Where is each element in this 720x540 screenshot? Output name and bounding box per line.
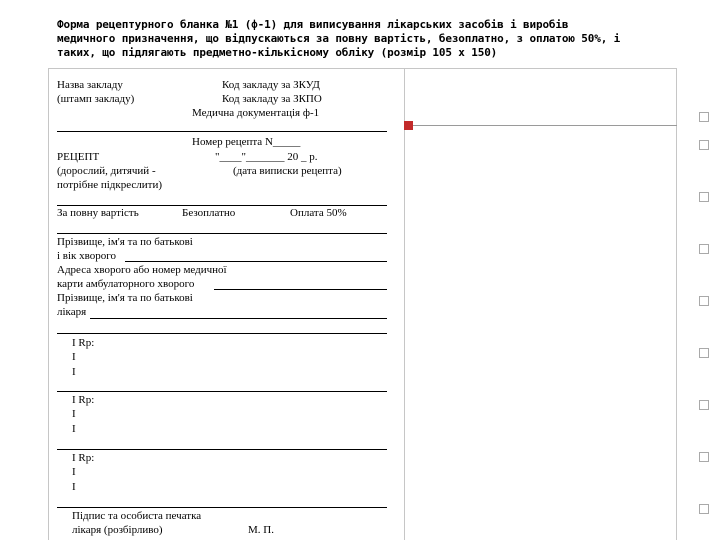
slide-bullet-square: [699, 400, 709, 410]
slide-bullet-square: [699, 348, 709, 358]
date-note-label: (дата виписки рецепта): [233, 165, 342, 177]
zkud-label: Код закладу за ЗКУД: [222, 79, 320, 91]
doctor-line: [90, 318, 387, 319]
rx-line: I: [72, 351, 76, 363]
slide-bullet-square: [699, 140, 709, 150]
doctor-label: лікаря: [57, 306, 87, 318]
divider-line: [57, 391, 387, 392]
payment-50-option: Оплата 50%: [290, 207, 347, 219]
patient-address-label: Адреса хворого або номер медичної: [57, 264, 227, 276]
underline-note-label: потрібне підкреслити): [57, 179, 163, 191]
heading-line: таких, що підлягають предметно-кількісному обліку (розмір 105 х 150): [57, 46, 498, 59]
divider-line: [57, 449, 387, 450]
rx-label: I Rp:: [72, 452, 95, 464]
rx-line: I: [72, 408, 76, 420]
free-option: Безоплатно: [182, 207, 236, 219]
rx-line: I: [72, 466, 76, 478]
stamp-label: (штамп закладу): [57, 93, 135, 105]
patient-age-label: і вік хворого: [57, 250, 117, 262]
divider-line: [57, 131, 387, 132]
patient-card-line: [214, 289, 387, 290]
institution-name-label: Назва закладу: [57, 79, 123, 91]
divider-line: [57, 233, 387, 234]
red-marker: [404, 121, 413, 130]
patient-age-line: [125, 261, 387, 262]
doctor-name-label: Прізвище, ім'я та по батькові: [57, 292, 193, 304]
signature-label: Підпис та особиста печатка: [72, 510, 202, 522]
slide-rule: [413, 125, 677, 126]
recipe-date-field: "____"_______ 20 _ р.: [215, 151, 318, 163]
heading-line: Форма рецептурного бланка №1 (ф-1) для виписування лікарських засобів і виробів: [57, 18, 569, 31]
full-cost-option: За повну вартість: [57, 207, 139, 219]
divider-line: [57, 333, 387, 334]
rx-label: I Rp:: [72, 337, 95, 349]
slide-bullet-square: [699, 504, 709, 514]
slide-bullet-square: [699, 244, 709, 254]
recipe-number-label: Номер рецепта N_____: [192, 136, 301, 148]
rx-line: I: [72, 366, 76, 378]
patient-name-label: Прізвище, ім'я та по батькові: [57, 236, 193, 248]
recipe-type-label: (дорослий, дитячий -: [57, 165, 156, 177]
heading-line: медичного призначення, що відпускаються за повну вартість, безоплатно, з оплатою 50%, і: [57, 32, 621, 45]
divider-line: [57, 205, 387, 206]
rx-label: I Rp:: [72, 394, 95, 406]
slide-divider: [404, 68, 405, 540]
stamp-place-label: М. П.: [248, 524, 274, 536]
patient-card-label: карти амбулаторного хворого: [57, 278, 195, 290]
slide-bullet-square: [699, 296, 709, 306]
recipe-title: РЕЦЕПТ: [57, 151, 100, 163]
divider-line: [57, 507, 387, 508]
slide-bullet-square: [699, 112, 709, 122]
medical-doc-label: Медична документація ф-1: [192, 107, 320, 119]
rx-line: I: [72, 423, 76, 435]
slide-bullet-square: [699, 452, 709, 462]
signature-label-2: лікаря (розбірливо): [72, 524, 163, 536]
rx-line: I: [72, 481, 76, 493]
slide-bullet-square: [699, 192, 709, 202]
zkpo-label: Код закладу за ЗКПО: [222, 93, 322, 105]
document-heading: [57, 18, 677, 60]
